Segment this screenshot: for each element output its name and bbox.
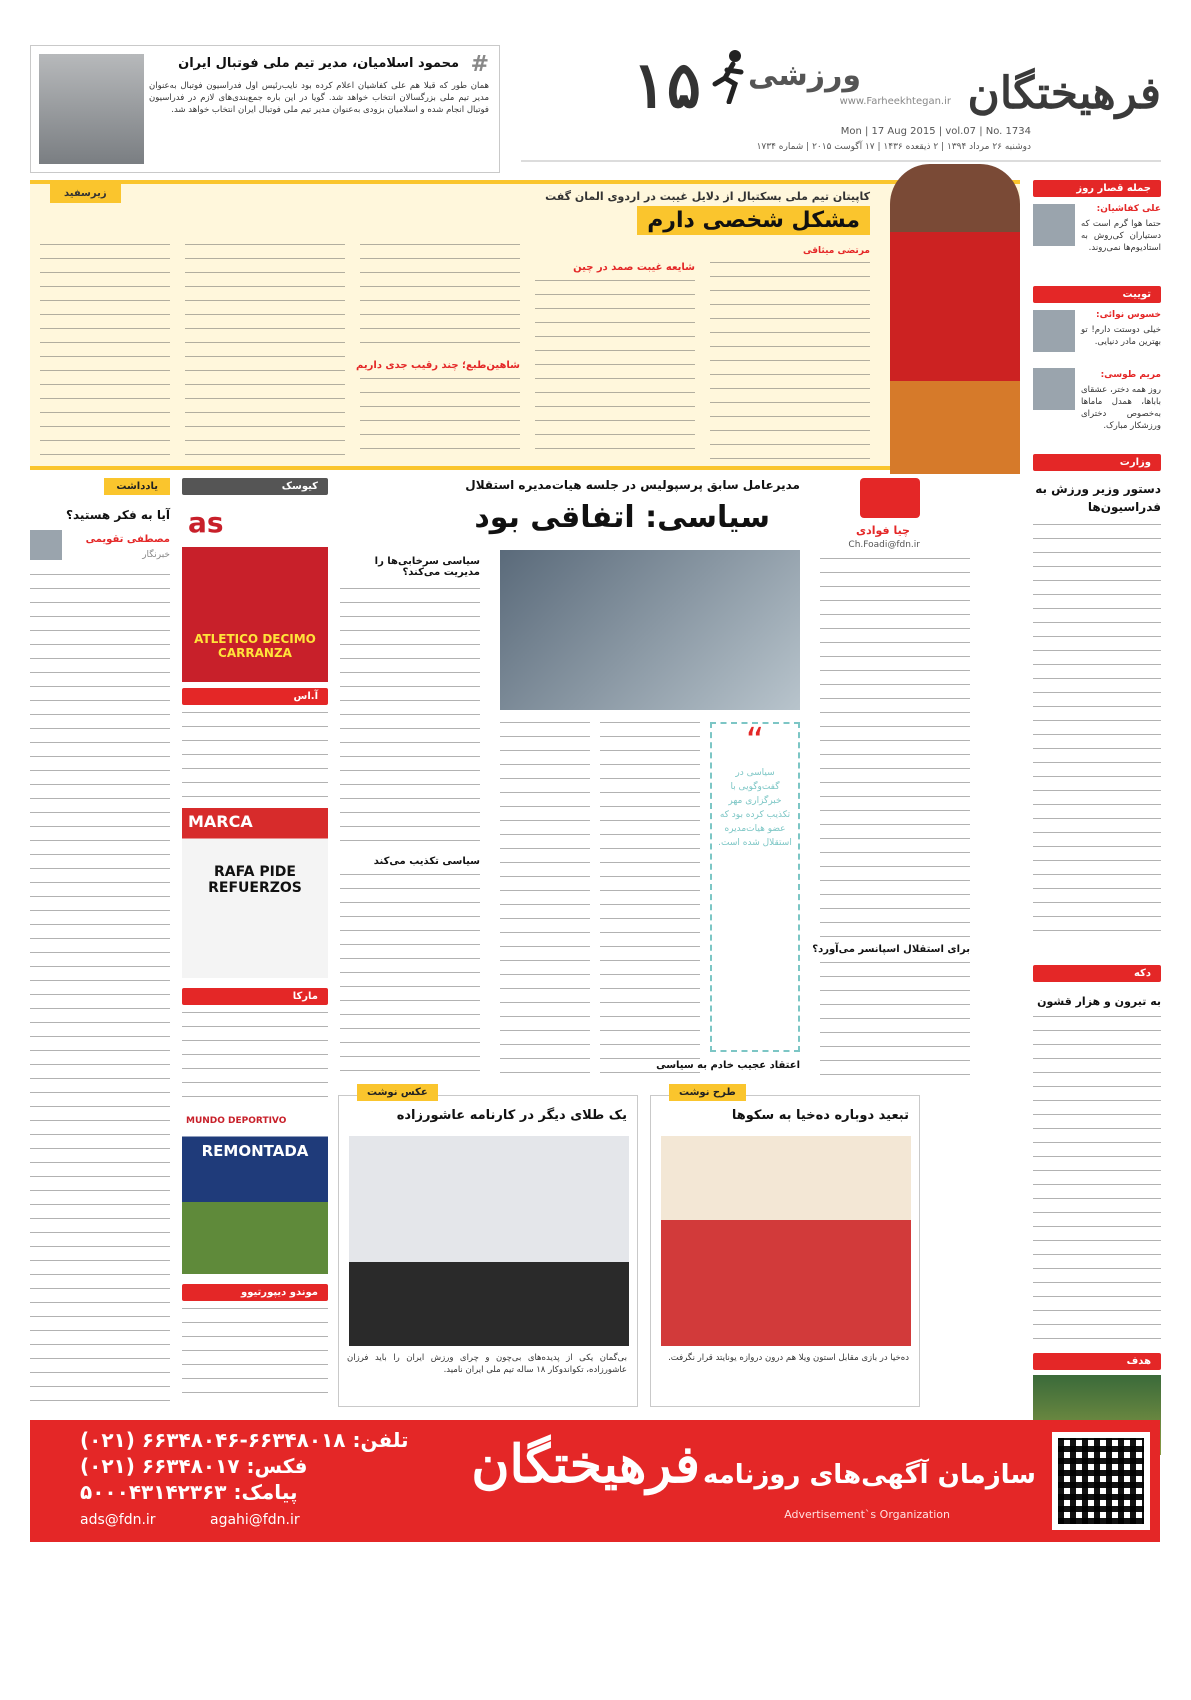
marca-cover <box>182 808 328 978</box>
interview-headline: مشکل شخصی دارم <box>637 206 870 235</box>
main-col-far <box>340 588 480 848</box>
date-en: Mon | 17 Aug 2015 | vol.07 | No. 1734 <box>840 126 1031 137</box>
tweet2-photo <box>1033 368 1075 410</box>
dokhe-tag: دکه <box>1033 965 1161 982</box>
as-cover <box>182 502 328 682</box>
cartoon-tag: طرح نوشت <box>669 1084 746 1101</box>
logo: فرهیختگان <box>967 68 1161 119</box>
photo-news-tag: عکس نوشت <box>357 1084 438 1101</box>
top-news-photo <box>39 54 144 164</box>
author-photo <box>860 478 920 518</box>
ministry-tag: وزارت <box>1033 454 1161 471</box>
note-column <box>30 478 170 1408</box>
cartoon-image <box>661 1136 911 1346</box>
ministry-body <box>1033 524 1161 944</box>
quote-author: علی کفاشیان: <box>1096 204 1161 214</box>
pullquote-text: سیاسی در گفت‌وگویی با خبرگزاری مهر تکذیب کرده بود که عضو هیات‌مدیره استقلال شده است. <box>718 768 792 848</box>
right-sidebar <box>1033 180 1161 1410</box>
interview-col5 <box>40 244 170 462</box>
interview-col3 <box>360 244 520 354</box>
marca-brand: MARCA <box>188 812 253 831</box>
main-col-right <box>820 558 970 938</box>
kiosk <box>182 478 328 1408</box>
ad-logo: فرهیختگان <box>471 1434 700 1495</box>
main-kicker: مدیرعامل سابق پرسپولیس در جلسه هیات‌مدیره استقلال <box>465 478 800 492</box>
interview-col4 <box>185 244 345 462</box>
interview-col2 <box>535 280 695 462</box>
interview-tag: زیرسفید <box>50 184 121 203</box>
player-photo <box>890 164 1020 474</box>
ad-sms: پیامک: ۵۰۰۰۴۳۱۴۲۳۶۳ <box>80 1480 298 1504</box>
ad-phone: تلفن: ۶۶۳۴۸۰۱۸-۶۶۳۴۸۰۴۶ (۰۲۱) <box>80 1428 409 1452</box>
ad-fax: فکس: ۶۶۳۴۸۰۱۷ (۰۲۱) <box>80 1454 308 1478</box>
tweet1-text: خیلی دوستت دارم! تو بهترین مادر دنیایی. <box>1081 325 1161 347</box>
main-col-mid <box>600 722 700 1082</box>
interview-kicker: کاپیتان تیم ملی بسکتبال از دلایل غیبت در اردوی المان گفت <box>545 190 870 203</box>
main-photo <box>500 550 800 710</box>
interview-sub2: شاهین‌طبع؛ چند رقیب جدی داریم <box>356 360 520 371</box>
masthead <box>521 48 1161 168</box>
marca-headline: RAFA PIDE REFUERZOS <box>208 864 302 896</box>
date-fa: دوشنبه ۲۶ مرداد ۱۳۹۴ | ۲ ذیقعده ۱۴۳۶ | ۱۷ آگوست ۲۰۱۵ | شماره ۱۷۳۴ <box>756 142 1031 152</box>
page-number: ۱۵ <box>632 48 701 123</box>
quote-tag: جمله قصار روز <box>1033 180 1161 197</box>
main-col-right2 <box>820 962 970 1082</box>
masthead-divider <box>521 160 1161 162</box>
tweet2-author: مریم طوسی: <box>1100 370 1161 380</box>
ad-subtitle: Advertisement`s Organization <box>784 1508 950 1521</box>
main-story <box>340 478 970 1088</box>
interview-col3b <box>360 378 520 462</box>
photo-news-image <box>349 1136 629 1346</box>
note-body <box>30 574 170 1404</box>
paper1-text <box>182 712 328 798</box>
ad-email2[interactable]: agahi@fdn.ir <box>210 1512 300 1528</box>
photo-news-caption: بی‌گمان یکی از پدیده‌های بی‌چون و چرای ورزش ایران را باید فرزان عاشورزاده، تکواندوکار ۱۸ ساله تیم ملی ایران نامید. <box>347 1353 627 1375</box>
ministry-title: دستور وزیر ورزش به فدراسیون‌ها <box>1035 482 1161 514</box>
hash-icon: # <box>470 52 489 77</box>
runner-icon <box>711 48 751 104</box>
main-sub1: برای استقلال اسپانسر می‌آورد؟ <box>812 944 970 955</box>
photo-news-title: یک طلای دیگر در کارنامه عاشورزاده <box>396 1108 627 1123</box>
top-news-box <box>30 45 500 173</box>
site-url: www.Farheekhtegan.ir <box>839 96 951 107</box>
paper2-text <box>182 1012 328 1102</box>
interview-reporter: مرتضی میثاقی <box>803 246 870 256</box>
ad-banner <box>30 1420 1160 1542</box>
mundo-cover <box>182 1114 328 1274</box>
ad-email1[interactable]: ads@fdn.ir <box>80 1512 156 1528</box>
main-sub3: سیاسی سرخابی‌ها را مدیریت می‌کند؟ <box>374 556 480 578</box>
dokhe-title: به تیرون و هزار قشون <box>1037 995 1161 1008</box>
note-tag: یادداشت <box>104 478 170 495</box>
note-author-role: خبرنگار <box>142 550 170 560</box>
paper1-label: آ.اس <box>182 688 328 705</box>
as-brand: as <box>188 506 224 539</box>
qr-code <box>1052 1432 1150 1530</box>
mundo-brand: MUNDO DEPORTIVO <box>186 1116 287 1126</box>
hadaf-tag: هدف <box>1033 1353 1161 1370</box>
top-news-body: همان طور که قبلا هم علی کفاشیان اعلام کرده بود نایب‌رئیس اول فدراسیون فوتبال به‌عنوان مدیر تیم ملی بزرگسالان انتخاب خواهد شد. گویا در این باره جمع‌بندی‌های لازم در فدراسیون فوتبال انجام شده و اسلامیان بزودی به‌عنوان مدیر تیم ملی فوتبال ایران انتخاب خواهد شد. <box>149 81 489 115</box>
paper2-label: مارکا <box>182 988 328 1005</box>
interview-block <box>30 180 1020 470</box>
author-name: چیا فوادی <box>856 524 910 537</box>
photo-news <box>338 1087 638 1407</box>
author-email: Ch.Foadi@fdn.ir <box>848 540 920 550</box>
dokhe-body <box>1033 1016 1161 1346</box>
paper3-text <box>182 1308 328 1402</box>
note-author: مصطفی تقویمی <box>85 534 170 545</box>
tweet-tag: توییت <box>1033 286 1161 303</box>
main-sub2: اعتقاد عجیب خادم به سیاسی <box>656 1060 800 1071</box>
main-col-left <box>500 722 590 1082</box>
paper3-label: موندو دیپورتیوو <box>182 1284 328 1301</box>
tweet2-text: روز همه دختر، عشقای باباها، همدل ماماها به‌خصوص دخترای ورزشکار مبارک. <box>1081 385 1161 431</box>
cartoon <box>650 1087 920 1407</box>
cartoon-caption: ده‌خیا در بازی مقابل استون ویلا هم درون دروازه یونایتد قرار نگرفت. <box>668 1353 909 1363</box>
kiosk-tag: کیوسک <box>182 478 328 495</box>
main-headline: سیاسی: اتفاقی بود <box>474 500 770 535</box>
interview-col1 <box>710 262 870 462</box>
interview-sub1: شایعه غیبت صمد در چین <box>573 262 695 273</box>
as-headline: ATLETICO DECIMO CARRANZA <box>194 632 316 660</box>
top-news-title: محمود اسلامیان، مدیر تیم ملی فوتبال ایران <box>178 56 459 71</box>
pullquote-box: “ سیاسی در گفت‌وگویی با خبرگزاری مهر تکذیب کرده بود که عضو هیات‌مدیره استقلال شده است. <box>710 722 800 1052</box>
main-col-far2 <box>340 874 480 1084</box>
note-title: آیا به فکر هستید؟ <box>66 508 170 522</box>
ad-title: سازمان آگهی‌های روزنامه <box>702 1460 1036 1490</box>
cartoon-title: تبعید دوباره ده‌خیا به سکوها <box>731 1108 909 1123</box>
mundo-headline: REMONTADA <box>201 1142 309 1160</box>
section-title: ورزشی <box>747 58 861 93</box>
quote-photo <box>1033 204 1075 246</box>
main-sub4: سیاسی تکذیب می‌کند <box>373 856 480 867</box>
tweet1-author: خسوس نوائی: <box>1095 310 1161 320</box>
note-author-photo <box>30 530 62 560</box>
tweet1-photo <box>1033 310 1075 352</box>
quote-text: حتما هوا گرم است که دستیاران کی‌روش به استادیوم‌ها نمی‌روند. <box>1081 219 1161 253</box>
